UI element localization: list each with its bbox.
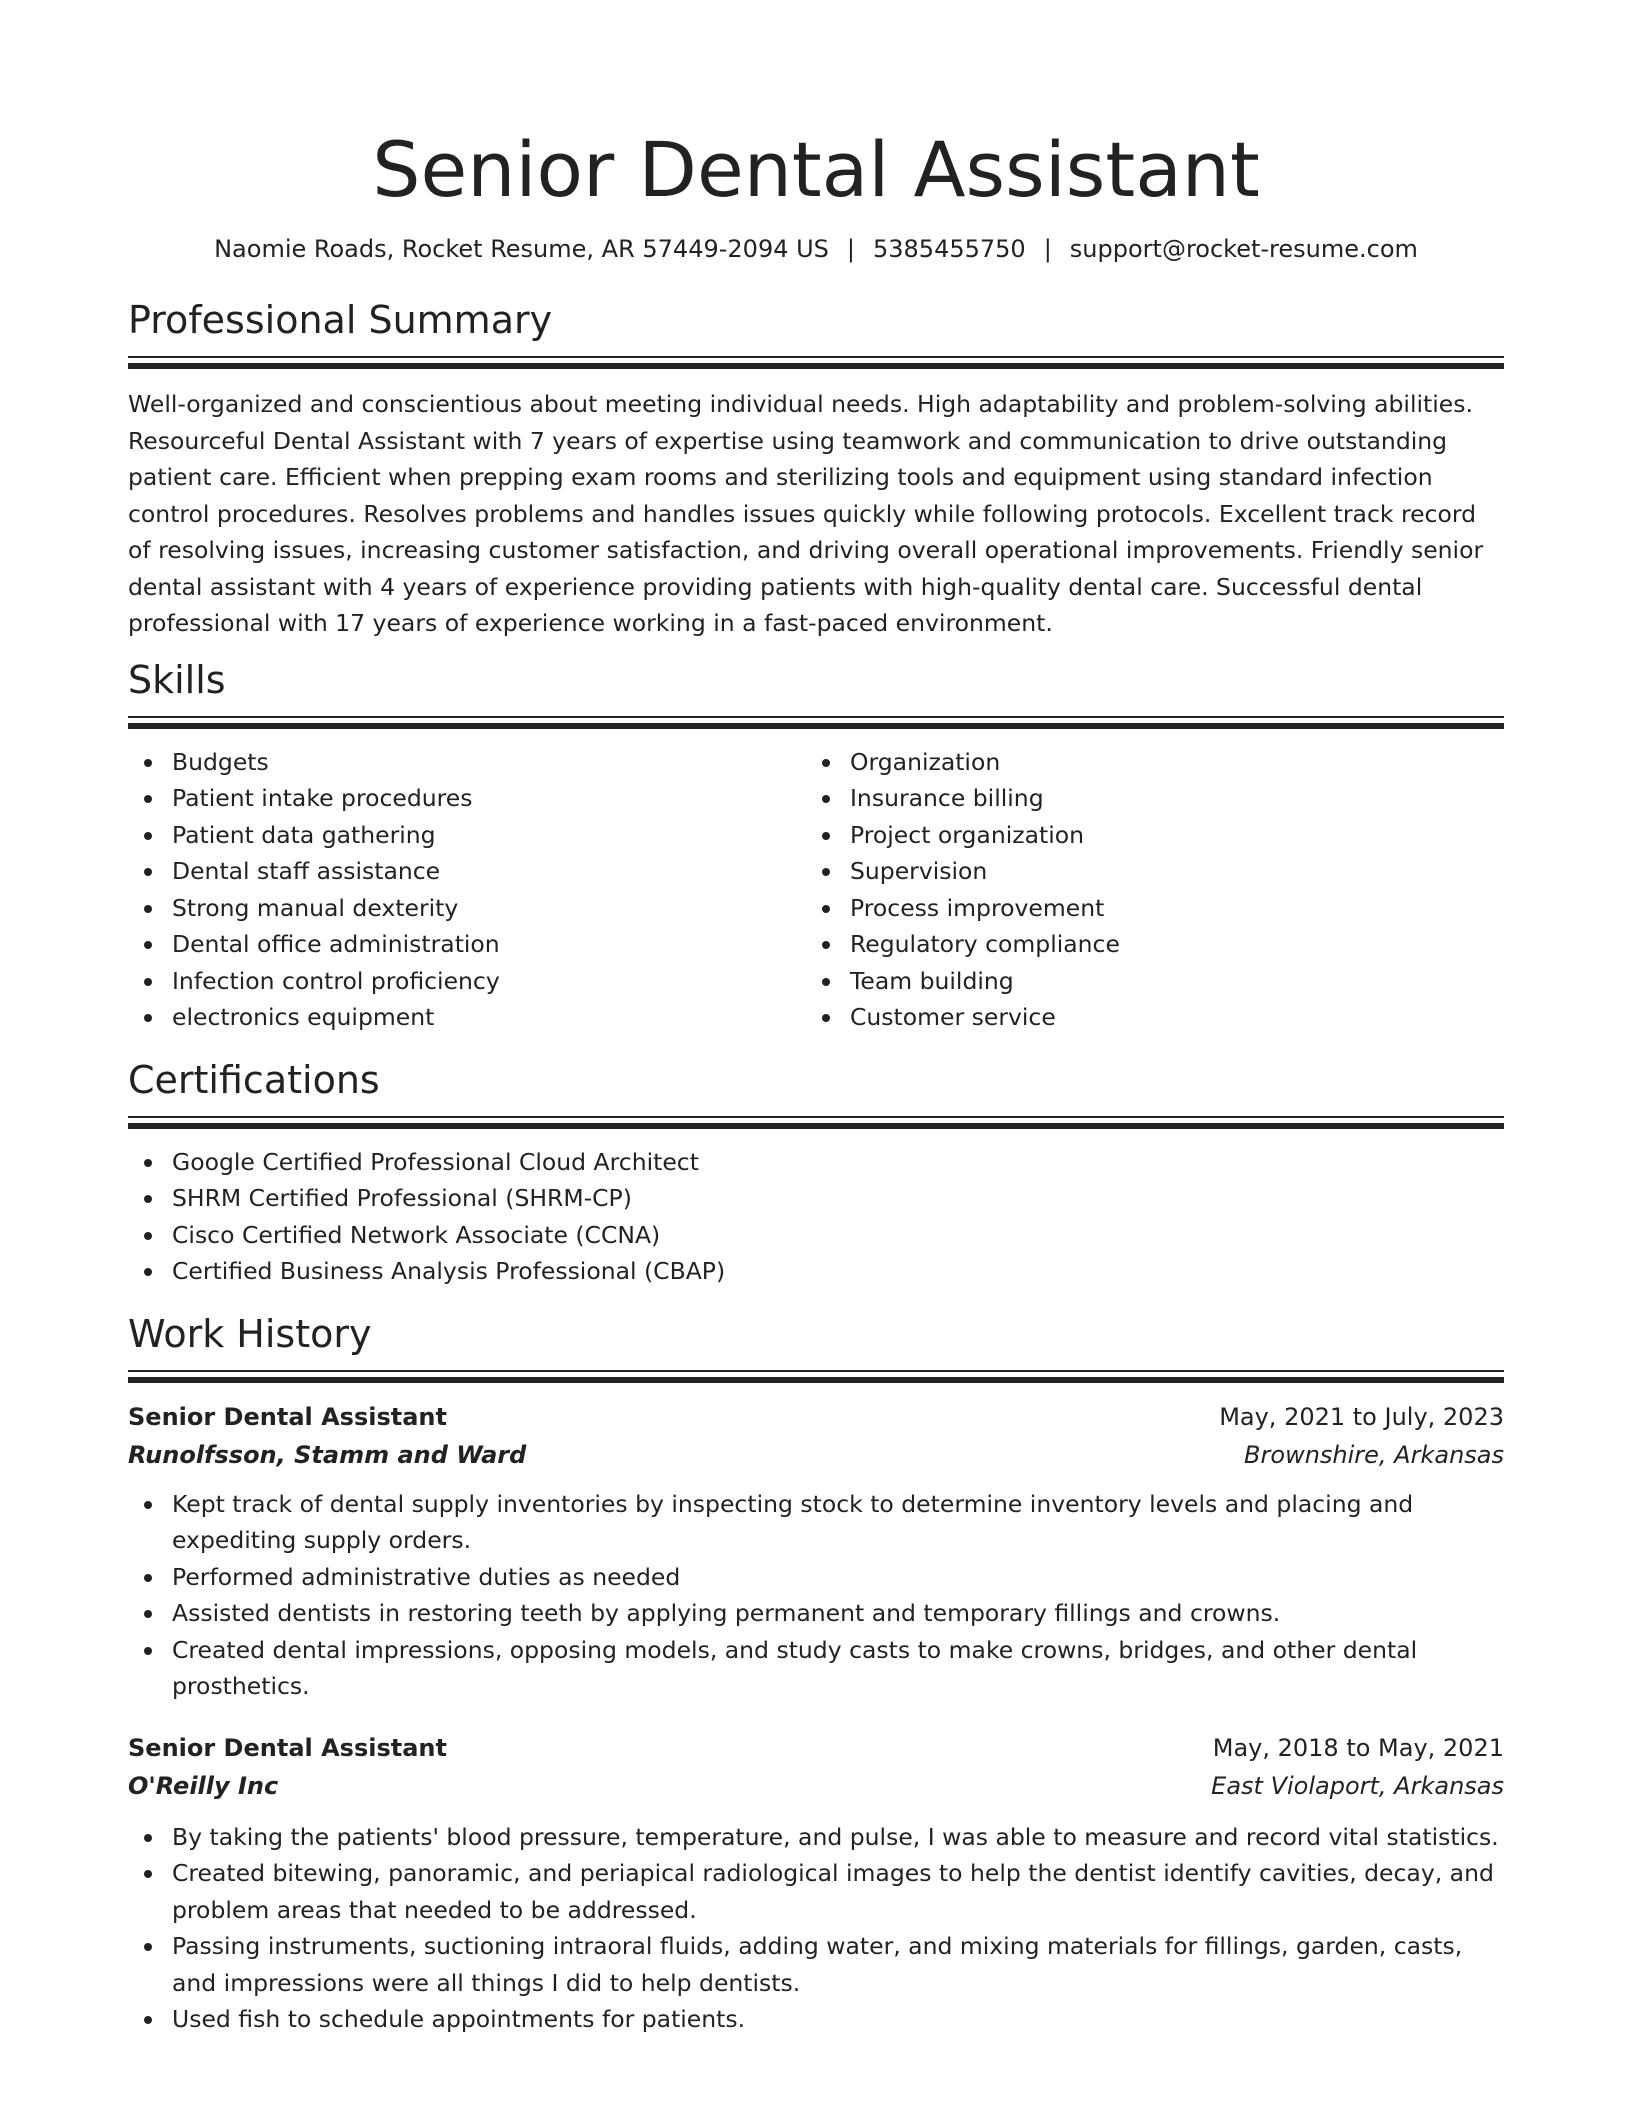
certifications-heading: Certifications [128, 1057, 380, 1102]
certification-item: SHRM Certified Professional (SHRM-CP) [128, 1180, 1504, 1217]
job-bullet: Passing instruments, suctioning intraoral fluids, adding water, and mixing materials for fillings, garden, casts, and impressions were all things I did to help dentists. [128, 1928, 1504, 2001]
skill-item: Insurance billing [806, 780, 1484, 817]
certifications-list [128, 1144, 1504, 1290]
certifications-section [128, 1056, 1504, 1290]
work-history-section [128, 1310, 1504, 2038]
skill-item: Supervision [806, 853, 1484, 890]
section-divider [128, 716, 1504, 730]
certification-item: Certified Business Analysis Professional (CBAP) [128, 1253, 1504, 1290]
job-title: Senior Dental Assistant [128, 1733, 447, 1762]
job-title: Senior Dental Assistant [128, 1402, 447, 1431]
skill-item: Budgets [128, 744, 806, 781]
job-bullet: By taking the patients' blood pressure, temperature, and pulse, I was able to measure and record vital statistics. [128, 1819, 1504, 1856]
job-bullet: Created bitewing, panoramic, and periapical radiological images to help the dentist identify cavities, decay, and problem areas that needed to be addressed. [128, 1855, 1504, 1928]
skill-item: Strong manual dexterity [128, 890, 806, 927]
job-location: Brownshire, Arkansas [1244, 1440, 1504, 1469]
job-entry [128, 1729, 1504, 2038]
job-header-row [128, 1398, 1504, 1436]
summary-heading: Professional Summary [128, 298, 553, 342]
section-divider [128, 1370, 1504, 1384]
resume-page [128, 0, 1504, 2038]
skill-item: Patient data gathering [128, 817, 806, 854]
skill-item: Organization [806, 744, 1484, 781]
skill-item: Dental office administration [128, 926, 806, 963]
job-bullet: Assisted dentists in restoring teeth by applying permanent and temporary fillings and crowns. [128, 1595, 1504, 1632]
job-bullet: Used fish to schedule appointments for patients. [128, 2001, 1504, 2038]
job-company: O'Reilly Inc [128, 1771, 279, 1800]
job-header-row [128, 1729, 1504, 1767]
section-divider [128, 1116, 1504, 1130]
skill-item: Regulatory compliance [806, 926, 1484, 963]
certification-item: Cisco Certified Network Associate (CCNA) [128, 1217, 1504, 1254]
summary-section [128, 296, 1504, 642]
contact-email[interactable]: support@rocket-resume.com [1069, 235, 1418, 263]
job-bullets [128, 1486, 1504, 1705]
contact-line [128, 232, 1504, 266]
job-dates: May, 2018 to May, 2021 [1212, 1733, 1504, 1762]
skill-item: Team building [806, 963, 1484, 1000]
section-divider [128, 356, 1504, 370]
skill-item: Process improvement [806, 890, 1484, 927]
contact-phone: 5385455750 [873, 235, 1026, 263]
resume-title: Senior Dental Assistant [372, 125, 1260, 214]
contact-separator: | [846, 235, 855, 263]
skills-heading: Skills [128, 657, 226, 702]
job-location: East Violaport, Arkansas [1211, 1771, 1504, 1800]
job-dates: May, 2021 to July, 2023 [1219, 1402, 1504, 1431]
job-company: Runolfsson, Stamm and Ward [128, 1440, 527, 1469]
job-company-row [128, 1767, 1504, 1805]
job-bullet: Performed administrative duties as needed [128, 1559, 1504, 1596]
skills-list-left [128, 744, 806, 1036]
job-company-row [128, 1436, 1504, 1474]
skill-item: Patient intake procedures [128, 780, 806, 817]
skill-item: Project organization [806, 817, 1484, 854]
summary-text: Well-organized and conscientious about meeting individual needs. High adaptability and problem-solving abilities. Resourceful Dental Assistant with 7 years of expertise using teamwork and communication to drive outstanding patient care. Efficient when prepping exam rooms and sterilizing tools and equipment using standard infection control procedures. Resolves problems and handles issues quickly while following protocols. Excellent track record of resolving issues, increasing customer satisfaction, and driving overall operational improvements. Friendly senior dental assistant with 4 years of experience providing patients with high-quality dental care. Successful dental professional with 17 years of experience working in a fast-paced environment. [128, 390, 1484, 637]
contact-separator: | [1043, 235, 1052, 263]
job-entry [128, 1398, 1504, 1705]
job-bullets [128, 1819, 1504, 2038]
work-history-heading: Work History [128, 1311, 372, 1356]
contact-address: Naomie Roads, Rocket Resume, AR 57449-2094 US [214, 235, 829, 263]
skill-item: Infection control proficiency [128, 963, 806, 1000]
skills-section [128, 656, 1504, 1036]
skill-item: Dental staff assistance [128, 853, 806, 890]
job-bullet: Kept track of dental supply inventories by inspecting stock to determine inventory levels and placing and expediting supply orders. [128, 1486, 1504, 1559]
skill-item: electronics equipment [128, 999, 806, 1036]
skills-grid [128, 744, 1504, 1036]
skill-item: Customer service [806, 999, 1484, 1036]
job-bullet: Created dental impressions, opposing models, and study casts to make crowns, bridges, and other dental prosthetics. [128, 1632, 1504, 1705]
skills-list-right [806, 744, 1484, 1036]
certification-item: Google Certified Professional Cloud Architect [128, 1144, 1504, 1181]
